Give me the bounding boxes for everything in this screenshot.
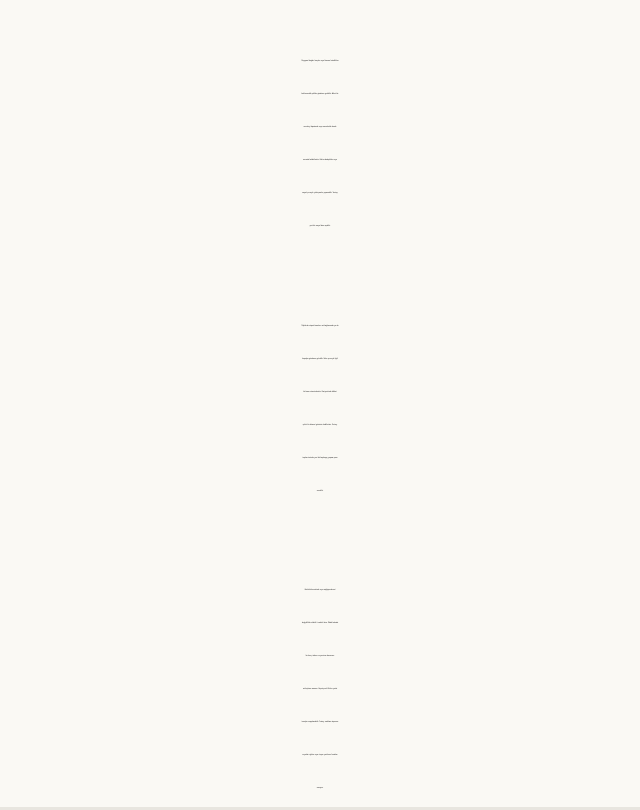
paragraph-line: bir karar sürecindesiniz. Kariyerinizde dikkat bbox=[303, 392, 337, 393]
paragraph-line: meseleyi kapatmak veya sorumluluk almak bbox=[303, 127, 337, 128]
paragraph-line: netleştirme zamanı. Geçmişe ait fikirler ya da bbox=[302, 689, 338, 690]
paragraph-line: değişiklikler olabilir; temkinli olun. Maddi alanda bbox=[301, 623, 339, 624]
section-heading bbox=[0, 12, 640, 45]
section-heading bbox=[0, 541, 640, 574]
section-terazi bbox=[0, 12, 640, 243]
paragraph-line: sosyal çevreyle yüzleşmeler yaşanabilir. Yeniay, bbox=[302, 193, 338, 194]
paragraph-line: zorunda kalabilirsiniz. Eski arkadaşlıklar veya bbox=[303, 160, 337, 161]
section-akrep bbox=[0, 277, 640, 508]
paragraph-line: verebilir. bbox=[316, 491, 324, 492]
paragraph-line: İlişkilerde sürpriz kararlar, ani bağlanmalar ya da bbox=[301, 326, 339, 327]
paragraph-line: kopuşlar gündeme gelebilir. Yakın çevreyle ilgili bbox=[302, 359, 338, 360]
paragraph-line: yeni bir sosyal alan açabilir. bbox=[309, 226, 331, 227]
section-yay bbox=[0, 541, 640, 805]
paragraph-line: sunuyor. bbox=[316, 788, 324, 789]
paragraph-line: seyahat, eğitim veya vizyon yenileme fırsatları bbox=[302, 755, 338, 756]
section-heading bbox=[0, 277, 640, 310]
paragraph-line: beklenmedik şekilde gündeme gelebilir. Ailevi bir bbox=[301, 94, 339, 95]
paragraph-line: inançlar sorgulanabilir. Yeniay, uzaklara taşınma, bbox=[301, 722, 339, 723]
paragraph-line: Duygusal bağlar, borçlar veya finansal ortaklıklar bbox=[301, 61, 339, 62]
paragraph-line: toplum önünde yeni bir başlangıç yapma şansı bbox=[302, 458, 338, 459]
paragraph-line: Günlük düzeninizde veya sağlığınızda ani bbox=[304, 590, 336, 591]
paragraph-line: bir borç, ödeme veya miras konusunu bbox=[305, 656, 335, 657]
paragraph-line: çekici bir dönem; görünür olabilirsiniz. Yeniay, bbox=[302, 425, 338, 426]
